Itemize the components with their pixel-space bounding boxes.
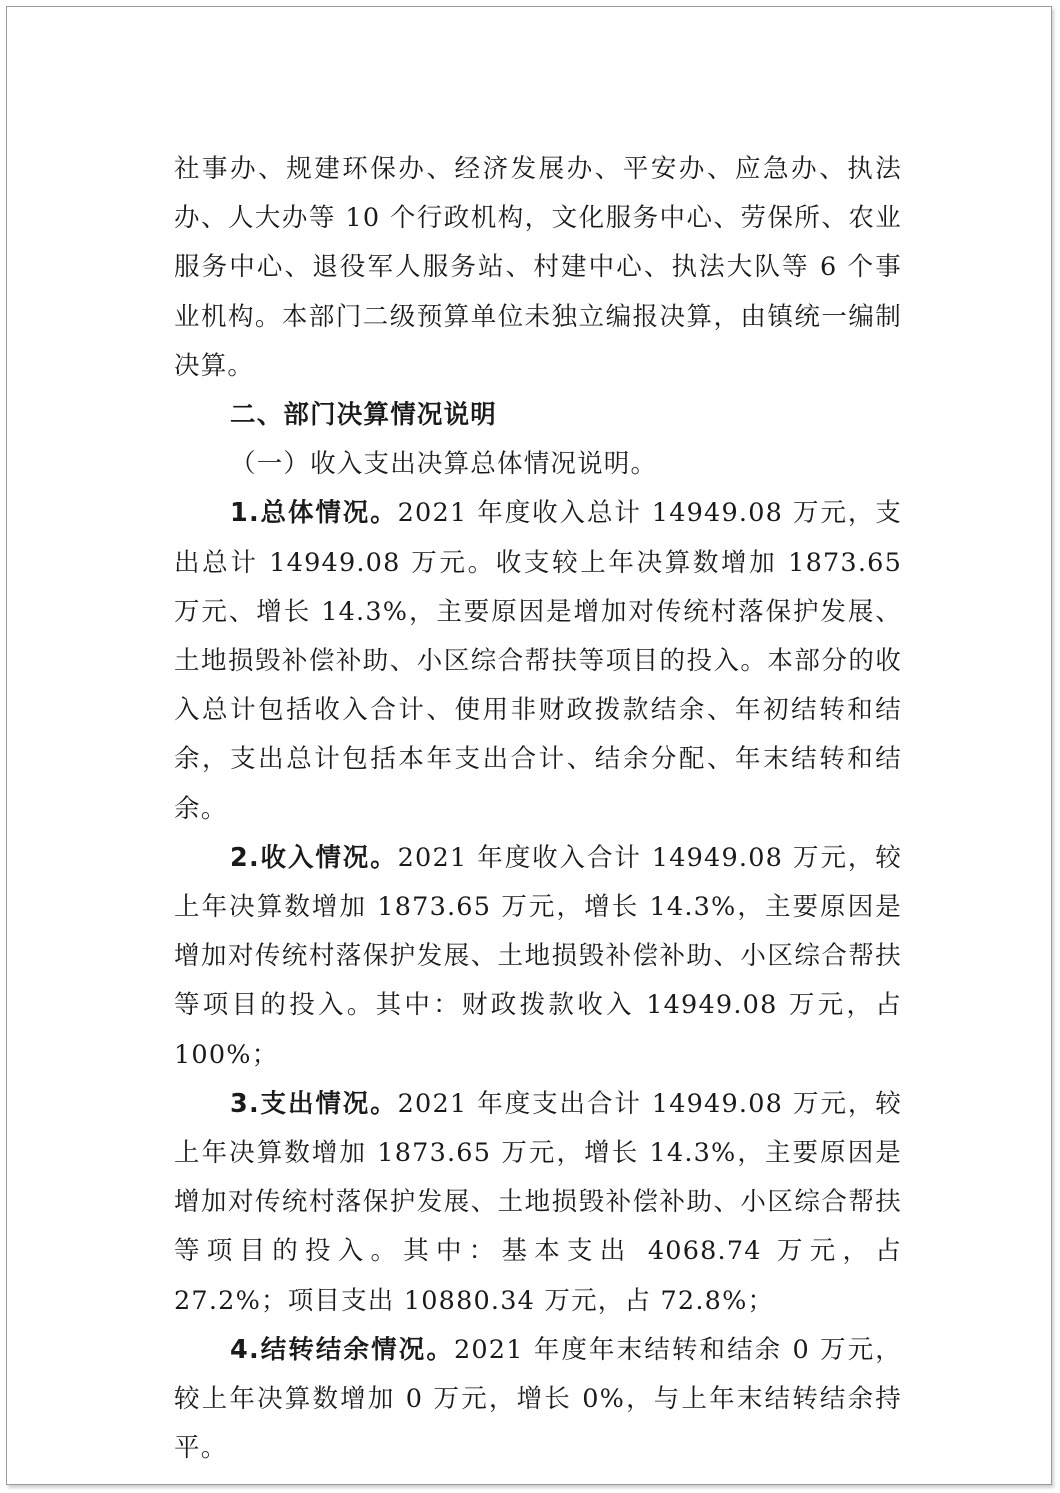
carryover-paragraph [174, 1326, 902, 1474]
overall-paragraph [174, 489, 902, 833]
overall-text: 2021 年度收入总计 14949.08 万元，支出总计 14949.08 万元。收支较上年决算数增加 1873.65 万元、增长 14.3%，主要原因是增加对传统村落保护发展、土地损毁补偿补助、小区综合帮扶等项目的投入。本部分的收入总计包括收入合计、使用非财政拨款结余、年初结转和结余，支出总计包括本年支出合计、结余分配、年末结转和结余。 [174, 498, 902, 824]
document-page [6, 6, 1052, 1485]
expenditure-lead: 3.支出情况。 [230, 1088, 398, 1119]
income-text: 2021 年度收入合计 14949.08 万元，较上年决算数增加 1873.65 万元，增长 14.3%，主要原因是增加对传统村落保护发展、土地损毁补偿补助、小区综合帮扶等项目的投入。其中：财政拨款收入 14949.08 万元，占 100%； [174, 842, 902, 1070]
income-lead: 2.收入情况。 [230, 842, 398, 873]
intro-paragraph: 社事办、规建环保办、经济发展办、平安办、应急办、执法办、人大办等 10 个行政机构，文化服务中心、劳保所、农业服务中心、退役军人服务站、村建中心、执法大队等 6 个事业机构。本部门二级预算单位未独立编报决算，由镇统一编制决算。 [174, 154, 902, 381]
carryover-text: 2021 年度年末结转和结余 0 万元，较上年决算数增加 0 万元，增长 0%，与上年末结转结余持平。 [174, 1334, 903, 1464]
overall-lead: 1.总体情况。 [230, 498, 398, 529]
expenditure-paragraph [174, 1080, 902, 1326]
expenditure-text: 2021 年度支出合计 14949.08 万元，较上年决算数增加 1873.65 万元，增长 14.3%，主要原因是增加对传统村落保护发展、土地损毁补偿补助、小区综合帮扶等项目的投入。其中：基本支出 4068.74 万元，占 27.2%；项目支出 10880.34 万元，占 72.8%； [174, 1088, 902, 1316]
section-heading: 二、部门决算情况说明 [230, 400, 498, 431]
carryover-lead: 4.结转结余情况。 [230, 1334, 454, 1365]
document-body [174, 145, 902, 1473]
subsection-heading: （一）收入支出决算总体情况说明。 [230, 449, 658, 480]
income-paragraph [174, 834, 902, 1080]
